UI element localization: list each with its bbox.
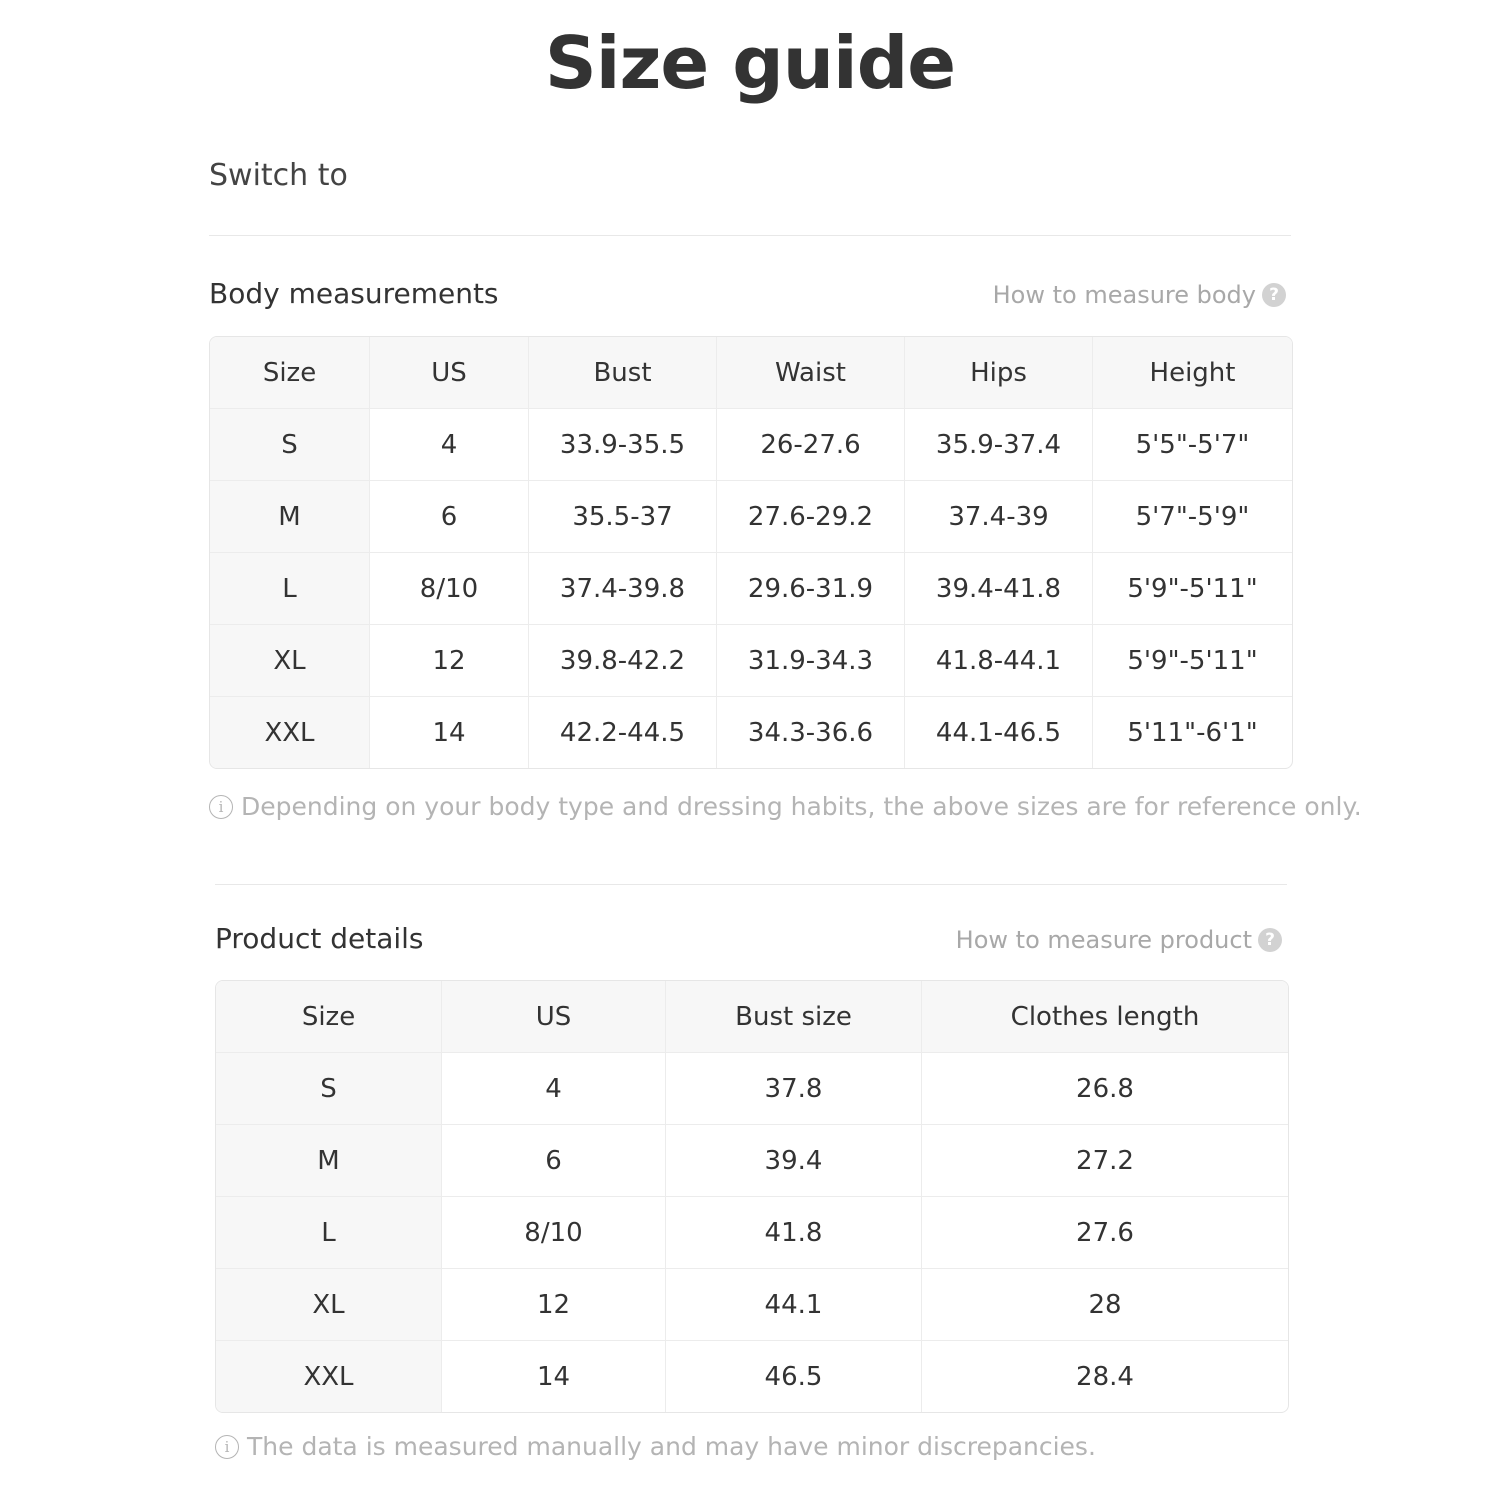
table-cell: 44.1 bbox=[665, 1268, 921, 1340]
table-cell: 14 bbox=[441, 1340, 665, 1412]
table-cell: 39.8-42.2 bbox=[528, 624, 716, 696]
table-row bbox=[216, 1124, 1288, 1196]
product-details-title: Product details bbox=[215, 922, 424, 955]
header-cell: Waist bbox=[716, 337, 904, 408]
body-note-text: Depending on your body type and dressing habits, the above sizes are for reference only. bbox=[241, 792, 1362, 821]
table-cell: 27.2 bbox=[921, 1124, 1288, 1196]
table-cell: 28.4 bbox=[921, 1340, 1288, 1412]
product-note-text: The data is measured manually and may have minor discrepancies. bbox=[247, 1432, 1096, 1461]
table-cell: 26-27.6 bbox=[716, 408, 904, 480]
divider-middle bbox=[215, 884, 1287, 885]
table-cell: 4 bbox=[441, 1052, 665, 1124]
table-cell: L bbox=[216, 1196, 441, 1268]
header-cell: Size bbox=[210, 337, 369, 408]
table-cell: 39.4-41.8 bbox=[904, 552, 1092, 624]
info-circle-icon: i bbox=[215, 1435, 239, 1459]
table-cell: 5'9"-5'11" bbox=[1092, 552, 1292, 624]
table-cell: 29.6-31.9 bbox=[716, 552, 904, 624]
table-cell: 6 bbox=[369, 480, 528, 552]
table-row bbox=[210, 552, 1292, 624]
table-cell: XXL bbox=[216, 1340, 441, 1412]
table-row bbox=[210, 480, 1292, 552]
table-cell: 8/10 bbox=[369, 552, 528, 624]
how-to-measure-body-label[interactable]: How to measure body bbox=[992, 281, 1256, 309]
header-cell: Hips bbox=[904, 337, 1092, 408]
table-row bbox=[210, 624, 1292, 696]
table-cell: 27.6-29.2 bbox=[716, 480, 904, 552]
switch-to-label[interactable]: Switch to bbox=[209, 158, 348, 193]
how-to-measure-product-link[interactable] bbox=[956, 924, 1282, 956]
table-cell: L bbox=[210, 552, 369, 624]
table-cell: 46.5 bbox=[665, 1340, 921, 1412]
table-row bbox=[216, 1268, 1288, 1340]
table-cell: 37.4-39 bbox=[904, 480, 1092, 552]
table-row bbox=[216, 1052, 1288, 1124]
table-cell: 33.9-35.5 bbox=[528, 408, 716, 480]
table-cell: 5'11"-6'1" bbox=[1092, 696, 1292, 768]
body-note bbox=[209, 790, 1362, 824]
question-circle-icon[interactable]: ? bbox=[1262, 283, 1286, 307]
table-cell: XL bbox=[210, 624, 369, 696]
table-cell: 31.9-34.3 bbox=[716, 624, 904, 696]
table-cell: 37.8 bbox=[665, 1052, 921, 1124]
table-cell: XXL bbox=[210, 696, 369, 768]
header-cell: Bust size bbox=[665, 981, 921, 1052]
table-cell: 26.8 bbox=[921, 1052, 1288, 1124]
header-cell: Clothes length bbox=[921, 981, 1288, 1052]
table-cell: 39.4 bbox=[665, 1124, 921, 1196]
table-cell: 5'5"-5'7" bbox=[1092, 408, 1292, 480]
table-cell: 8/10 bbox=[441, 1196, 665, 1268]
table-cell: S bbox=[216, 1052, 441, 1124]
table-cell: 5'7"-5'9" bbox=[1092, 480, 1292, 552]
table-cell: S bbox=[210, 408, 369, 480]
table-header-row bbox=[210, 337, 1292, 408]
table-header-row bbox=[216, 981, 1288, 1052]
table-row bbox=[210, 696, 1292, 768]
table-cell: 41.8 bbox=[665, 1196, 921, 1268]
table-row bbox=[216, 1196, 1288, 1268]
table-cell: 6 bbox=[441, 1124, 665, 1196]
product-details-table bbox=[215, 980, 1289, 1413]
header-cell: US bbox=[369, 337, 528, 408]
question-circle-icon[interactable]: ? bbox=[1258, 928, 1282, 952]
how-to-measure-product-label[interactable]: How to measure product bbox=[955, 926, 1252, 954]
table-cell: 4 bbox=[369, 408, 528, 480]
table-cell: 5'9"-5'11" bbox=[1092, 624, 1292, 696]
table-cell: M bbox=[210, 480, 369, 552]
table-cell: 35.5-37 bbox=[528, 480, 716, 552]
table-cell: 12 bbox=[369, 624, 528, 696]
table-cell: 27.6 bbox=[921, 1196, 1288, 1268]
table-cell: 37.4-39.8 bbox=[528, 552, 716, 624]
table-cell: 42.2-44.5 bbox=[528, 696, 716, 768]
header-cell: Height bbox=[1092, 337, 1292, 408]
info-circle-icon: i bbox=[209, 795, 233, 819]
table-cell: 35.9-37.4 bbox=[904, 408, 1092, 480]
header-cell: US bbox=[441, 981, 665, 1052]
body-measurements-title: Body measurements bbox=[209, 277, 499, 310]
how-to-measure-body-link[interactable] bbox=[993, 279, 1286, 311]
table-cell: M bbox=[216, 1124, 441, 1196]
header-cell: Bust bbox=[528, 337, 716, 408]
header-cell: Size bbox=[216, 981, 441, 1052]
table-cell: 34.3-36.6 bbox=[716, 696, 904, 768]
table-cell: 44.1-46.5 bbox=[904, 696, 1092, 768]
table-cell: XL bbox=[216, 1268, 441, 1340]
table-cell: 28 bbox=[921, 1268, 1288, 1340]
body-measurements-table bbox=[209, 336, 1293, 769]
table-row bbox=[216, 1340, 1288, 1412]
product-note bbox=[215, 1430, 1096, 1464]
page-title: Size guide bbox=[544, 21, 956, 105]
table-cell: 12 bbox=[441, 1268, 665, 1340]
table-cell: 41.8-44.1 bbox=[904, 624, 1092, 696]
table-cell: 14 bbox=[369, 696, 528, 768]
table-row bbox=[210, 408, 1292, 480]
divider-top bbox=[209, 235, 1291, 236]
